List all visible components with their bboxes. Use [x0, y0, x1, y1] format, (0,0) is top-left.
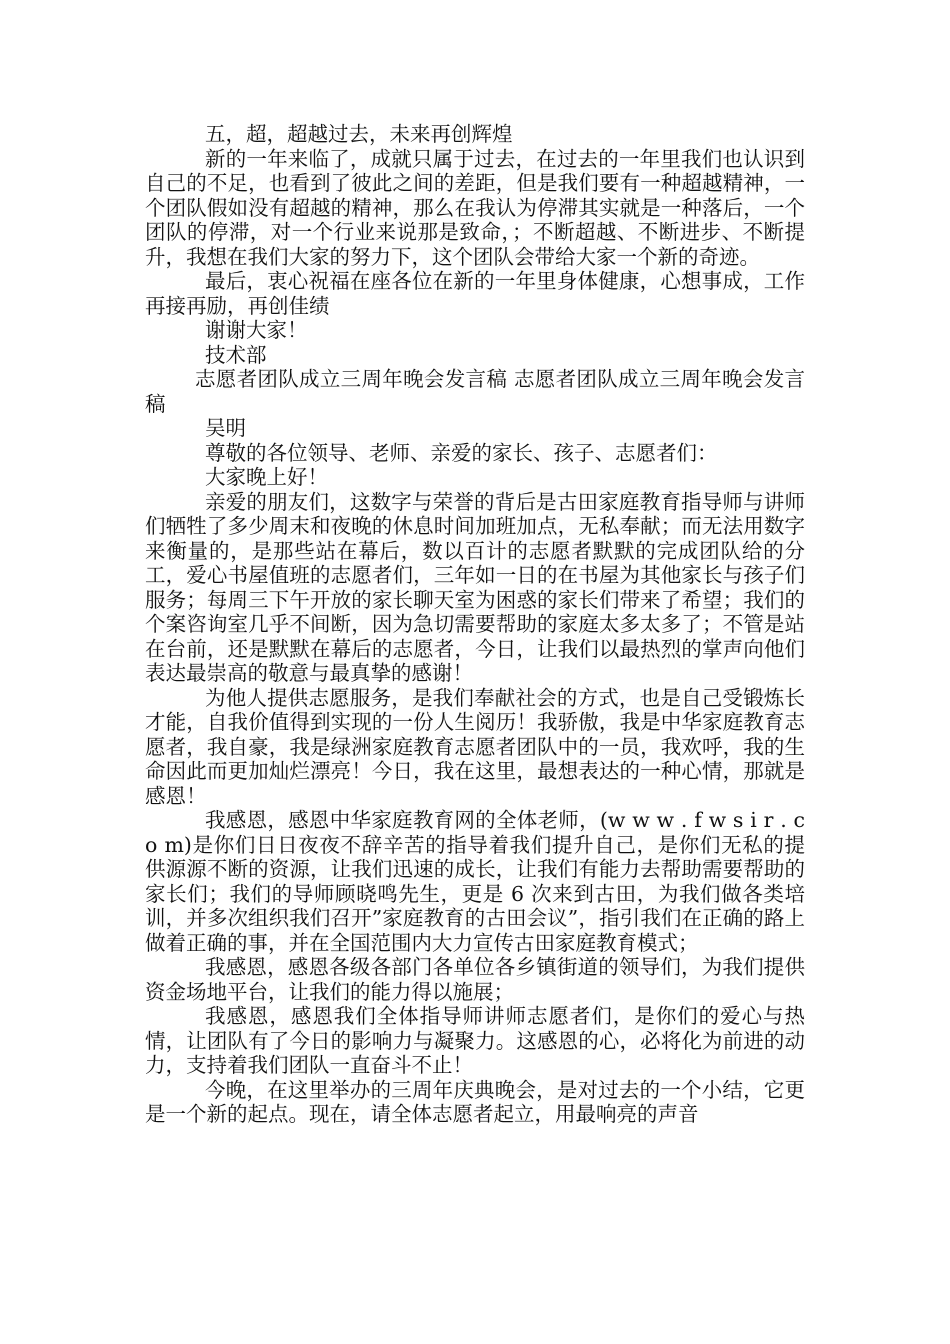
paragraph: 新的一年来临了，成就只属于过去，在过去的一年里我们也认识到自己的不足，也看到了彼此之间的差距，但是我们要有一种超越精神，一个团队假如没有超越的精神，那么在我认为停滞其实就是一种落后，一个团队的停滞，对一个行业来说那是致命，；不断超越、不断进步、不断提升，我想在我们大家的努力下，这个团队会带给大家一个新的奇迹。: [145, 146, 805, 269]
paragraph: 为他人提供志愿服务，是我们奉献社会的方式，也是自己受锻炼长才能，自我价值得到实现的一份人生阅历！我骄傲，我是中华家庭教育志愿者，我自豪，我是绿洲家庭教育志愿者团队中的一员，我欢呼，我的生命因此而更加灿烂漂亮！今日，我在这里，最想表达的一种心情，那就是感恩！: [145, 685, 805, 808]
section-heading: 五，超，超越过去，未来再创辉煌: [205, 122, 513, 146]
speech-title: 志愿者团队成立三周年晚会发言稿 志愿者团队成立三周年晚会发言稿: [145, 367, 805, 416]
paragraph: 今晚，在这里举办的三周年庆典晚会，是对过去的一个小结，它更是一个新的起点。现在，请全体志愿者起立，用最响亮的声音: [145, 1077, 805, 1126]
paragraph: 我感恩，感恩中华家庭教育网的全体老师，(w w w . f w s i r . c o m)是你们日日夜夜不辞辛苦的指导着我们提升自己，是你们无私的提供源源不断的资源，让我们迅速的成长，让我们有能力去帮助需要帮助的家长们；我们的导师顾晓鸣先生，更是 6 次来到古田，为我们做各类培训，并多次组织我们召开”家庭教育的古田会议”，指引我们在正确的路上做着正确的事，并在全国范围内大力宣传古田家庭教育模式；: [145, 808, 805, 955]
salutation: 尊敬的各位领导、老师、亲爱的家长、孩子、志愿者们：: [205, 440, 718, 465]
document-body: [145, 122, 805, 1127]
paragraph: 亲爱的朋友们，这数字与荣誉的背后是古田家庭教育指导师与讲师们牺牲了多少周末和夜晚的休息时间加班加点，无私奉献；而无法用数字来衡量的，是那些站在幕后，数以百计的志愿者默默的完成团队给的分工，爱心书屋值班的志愿者们，三年如一日的在书屋为其他家长与孩子们服务；每周三下午开放的家长聊天室为困惑的家长们带来了希望；我们的个案咨询室几乎不间断，因为急切需要帮助的家庭太多太多了；不管是站在台前，还是默默在幕后的志愿者，今日，让我们以最热烈的掌声向他们表达最崇高的敬意与最真挚的感谢！: [145, 489, 805, 685]
paragraph: 最后，衷心祝福在座各位在新的一年里身体健康，心想事成，工作再接再励，再创佳绩: [145, 269, 805, 318]
author-name: 吴明: [205, 416, 246, 440]
greeting: 大家晚上好！: [205, 465, 328, 489]
paragraph: 我感恩，感恩我们全体指导师讲师志愿者们，是你们的爱心与热情，让团队有了今日的影响力与凝聚力。这感恩的心，必将化为前进的动力，支持着我们团队一直奋斗不止！: [145, 1004, 805, 1077]
department-line: 技术部: [205, 342, 267, 367]
thanks-line: 谢谢大家！: [205, 318, 308, 342]
paragraph: 我感恩，感恩各级各部门各单位各乡镇街道的领导们，为我们提供资金场地平台，让我们的能力得以施展；: [145, 955, 805, 1004]
